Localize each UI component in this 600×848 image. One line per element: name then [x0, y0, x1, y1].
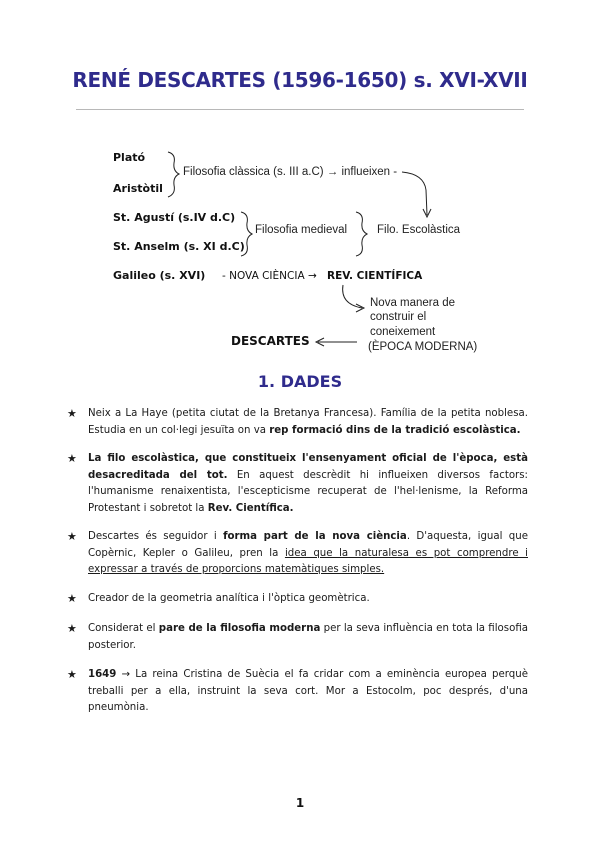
bullet-bold: forma part de la nova ciència — [223, 531, 407, 542]
star-icon: ★ — [67, 668, 77, 681]
bullet-bold: Rev. Científica. — [207, 502, 294, 514]
brace-escolastica — [356, 212, 367, 256]
star-icon: ★ — [67, 622, 77, 635]
bullet-bold: pare de la filosofia moderna — [158, 623, 321, 634]
bullet-text: Neix a La Haye (petita ciutat de la Bretanya Francesa). Família de la petita noblesa. Estudia en un col·legi jesuïta on va — [88, 408, 528, 436]
nova-manera-line1: Nova manera de — [370, 297, 456, 309]
arrow-to-nova-manera — [343, 285, 362, 308]
philosophy-diagram — [0, 0, 600, 370]
nova-manera-line3: coneixement — [370, 326, 436, 338]
brace-classica — [168, 152, 179, 197]
nova-manera-line2: construir el — [370, 311, 427, 323]
diagram-strokes — [0, 0, 600, 370]
bullet-text: per la seva influència en tota la filosofia posterior. — [88, 623, 528, 651]
rev-cientifica-label: REV. CIENTÍFICA — [327, 270, 423, 282]
filosofia-classica-label: Filosofia clàssica (s. III a.C) → influeixen - — [183, 166, 398, 178]
bullet-item — [67, 451, 528, 517]
brace-medieval — [241, 212, 252, 256]
bullet-item — [67, 621, 528, 654]
bullet-text: Creador de la geometria analítica i l'òptica geomètrica. — [88, 593, 370, 604]
filosofia-medieval-label: Filosofia medieval — [255, 224, 348, 236]
st-anselm-label: St. Anselm (s. XI d.C) — [113, 240, 245, 253]
bullet-text: En aquest descrèdit hi influeixen diversos factors: l'humanisme renaixentista, l'escepticisme recuperat de l'hel·lenisme, la Reforma Protestant i sobretot la — [88, 469, 528, 514]
page-number: 1 — [295, 796, 305, 810]
bullet-text: . D'aquesta, igual que Copèrnic, Kepler o Galileu, pren la — [88, 531, 528, 559]
bullet-bold: La filo escolàstica, que constitueix l'ensenyament oficial de l'època, està desacreditada del tot. — [88, 453, 528, 481]
bullet-item — [67, 406, 528, 439]
section-title-dades: 1. DADES — [257, 372, 343, 391]
bullet-text: Considerat el — [88, 623, 159, 634]
nova-manera-line4: (ÈPOCA MODERNA) — [368, 341, 478, 353]
bullet-item — [67, 667, 528, 717]
bullet-underline: idea que la naturalesa es pot comprendre i expressar a través de proporcions matemàtiques simples. — [88, 547, 528, 575]
st-agusti-label: St. Agustí (s.IV d.C) — [113, 211, 236, 224]
nova-ciencia-label: - NOVA CIÈNCIA → — [222, 270, 317, 282]
page-title: RENÉ DESCARTES (1596-1650) s. XVI-XVII — [72, 68, 528, 92]
star-icon: ★ — [67, 452, 77, 465]
bullet-item — [67, 591, 528, 608]
bullet-text: Descartes és seguidor i — [88, 531, 224, 542]
descartes-label: DESCARTES — [231, 334, 310, 348]
aristotil-label: Aristòtil — [113, 182, 163, 195]
bullet-bold: 1649 — [88, 669, 117, 680]
star-icon: ★ — [67, 407, 77, 420]
arrow-to-escolastica — [402, 172, 427, 215]
bullet-text: → La reina Cristina de Suècia el fa cridar com a eminència europea perquè treballi per a ella, instruint la seva cort. Mor a Estocolm, poc després, d'una pneumònia. — [88, 669, 528, 713]
bullet-bold: rep formació dins de la tradició escolàstica. — [269, 424, 521, 436]
star-icon: ★ — [67, 530, 77, 543]
star-icon: ★ — [67, 592, 77, 605]
galileo-label: Galileo (s. XVI) — [113, 269, 206, 282]
plato-label: Plató — [113, 151, 146, 164]
filo-escolastica-label: Filo. Escolàstica — [377, 224, 461, 236]
bullet-item — [67, 529, 528, 579]
